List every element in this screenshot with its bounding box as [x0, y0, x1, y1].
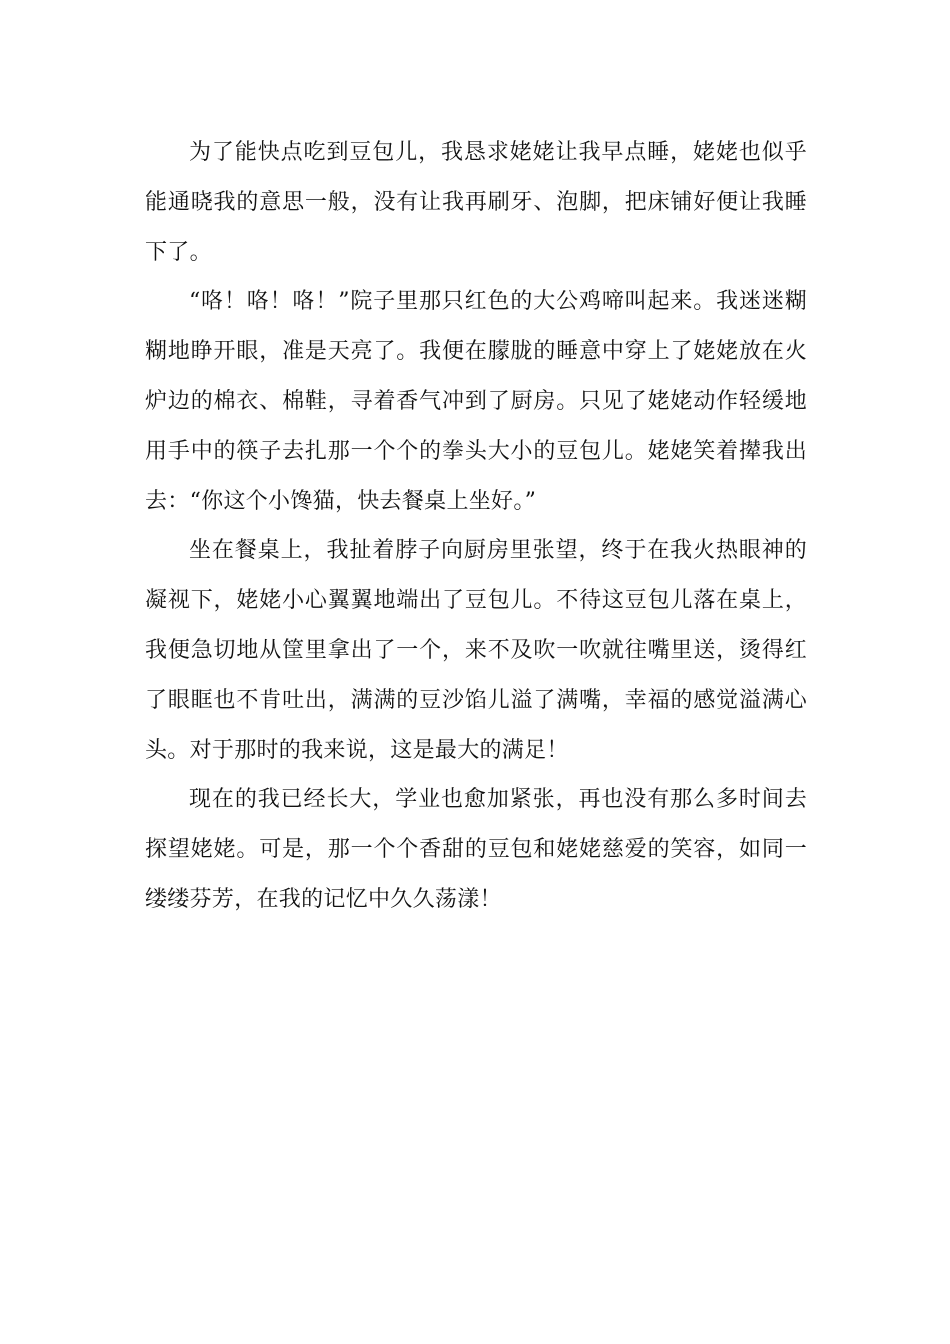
paragraph-1: 为了能快点吃到豆包儿，我恳求姥姥让我早点睡，姥姥也似乎能通晓我的意思一般，没有让我再刷牙、泡脚，把床铺好便让我睡下了。: [145, 140, 807, 265]
paragraph-2: “咯！咯！咯！”院子里那只红色的大公鸡啼叫起来。我迷迷糊糊地睁开眼，准是天亮了。我便在朦胧的睡意中穿上了姥姥放在火炉边的棉衣、棉鞋，寻着香气冲到了厨房。只见了姥姥动作轻缓地用手中的筷子去扎那一个个的拳头大小的豆包儿。姥姥笑着撵我出去：“你这个小馋猫，快去餐桌上坐好。”: [145, 289, 807, 514]
body-text: [145, 128, 807, 925]
paragraph-3: 坐在餐桌上，我扯着脖子向厨房里张望，终于在我火热眼神的凝视下，姥姥小心翼翼地端出了豆包儿。不待这豆包儿落在桌上，我便急切地从筐里拿出了一个，来不及吹一吹就往嘴里送，烫得红了眼眶也不肯吐出，满满的豆沙馅儿溢了满嘴，幸福的感觉溢满心头。对于那时的我来说，这是最大的满足！: [145, 538, 807, 763]
paragraph-4: 现在的我已经长大，学业也愈加紧张，再也没有那么多时间去探望姥姥。可是，那一个个香甜的豆包和姥姥慈爱的笑容，如同一缕缕芬芳，在我的记忆中久久荡漾！: [145, 787, 807, 912]
